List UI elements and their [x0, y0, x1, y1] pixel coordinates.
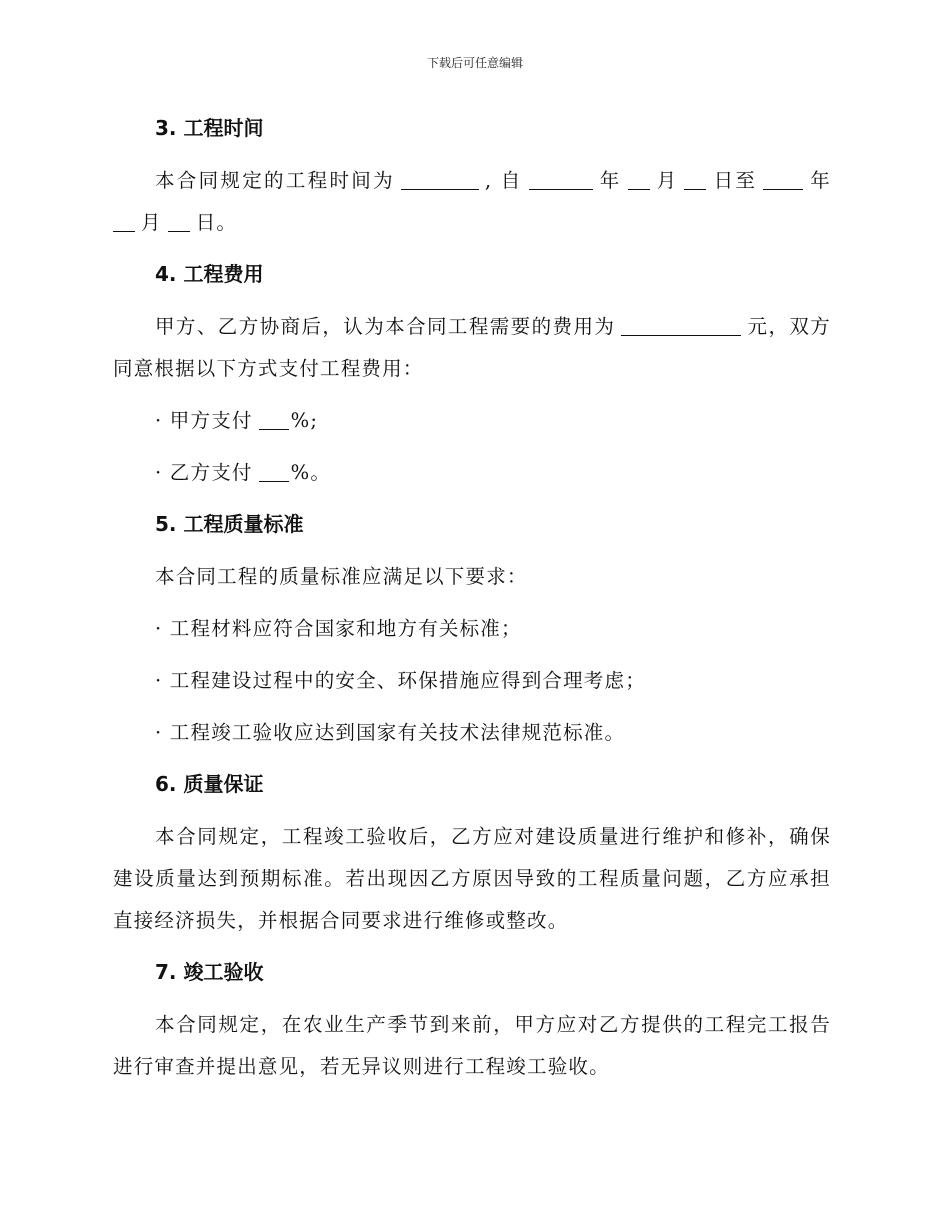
section-3-paragraph: 本合同规定的工程时间为 , 自 年 月 日至 年 月 日。	[113, 160, 831, 244]
payment-item-party-a: · 甲方支付 %;	[155, 409, 319, 432]
blank-percent-a	[259, 410, 289, 431]
blank-duration	[401, 170, 479, 191]
section-3-title: 3. 工程时间	[155, 116, 264, 140]
quality-item-2: · 工程建设过程中的安全、环保措施应得到合理考虑；	[155, 669, 646, 692]
blank-start-month	[628, 170, 650, 191]
section-6-paragraph: 本合同规定，工程竣工验收后，乙方应对建设质量进行维护和修补，确保建设质量达到预期标准。若出现因乙方原因导致的工程质量问题，乙方应承担直接经济损失，并根据合同要求进行维修或整改。	[113, 825, 831, 932]
section-5-title: 5. 工程质量标准	[155, 512, 304, 536]
section-7-title: 7. 竣工验收	[155, 960, 264, 984]
document-body	[113, 108, 831, 1098]
blank-start-year	[529, 170, 593, 191]
page-header-note: 下载后可任意编辑	[426, 56, 523, 70]
section-7-paragraph: 本合同规定，在农业生产季节到来前，甲方应对乙方提供的工程完工报告进行审查并提出意见，若无异议则进行工程竣工验收。	[113, 1013, 831, 1078]
blank-amount	[621, 316, 741, 337]
blank-end-month	[113, 212, 135, 233]
section-5-paragraph: 本合同工程的质量标准应满足以下要求：	[155, 565, 528, 588]
quality-item-1: · 工程材料应符合国家和地方有关标准；	[155, 617, 522, 640]
blank-end-day	[168, 212, 190, 233]
blank-percent-b	[259, 462, 289, 483]
section-4-paragraph: 甲方、乙方协商后，认为本合同工程需要的费用为 元，双方同意根据以下方式支付工程费用：	[113, 315, 831, 380]
section-4-title: 4. 工程费用	[155, 262, 264, 286]
blank-end-year	[763, 170, 803, 191]
payment-item-party-b: · 乙方支付 %。	[155, 461, 332, 484]
quality-item-3: · 工程竣工验收应达到国家有关技术法律规范标准。	[155, 721, 626, 744]
blank-start-day	[684, 170, 706, 191]
section-6-title: 6. 质量保证	[155, 772, 264, 796]
